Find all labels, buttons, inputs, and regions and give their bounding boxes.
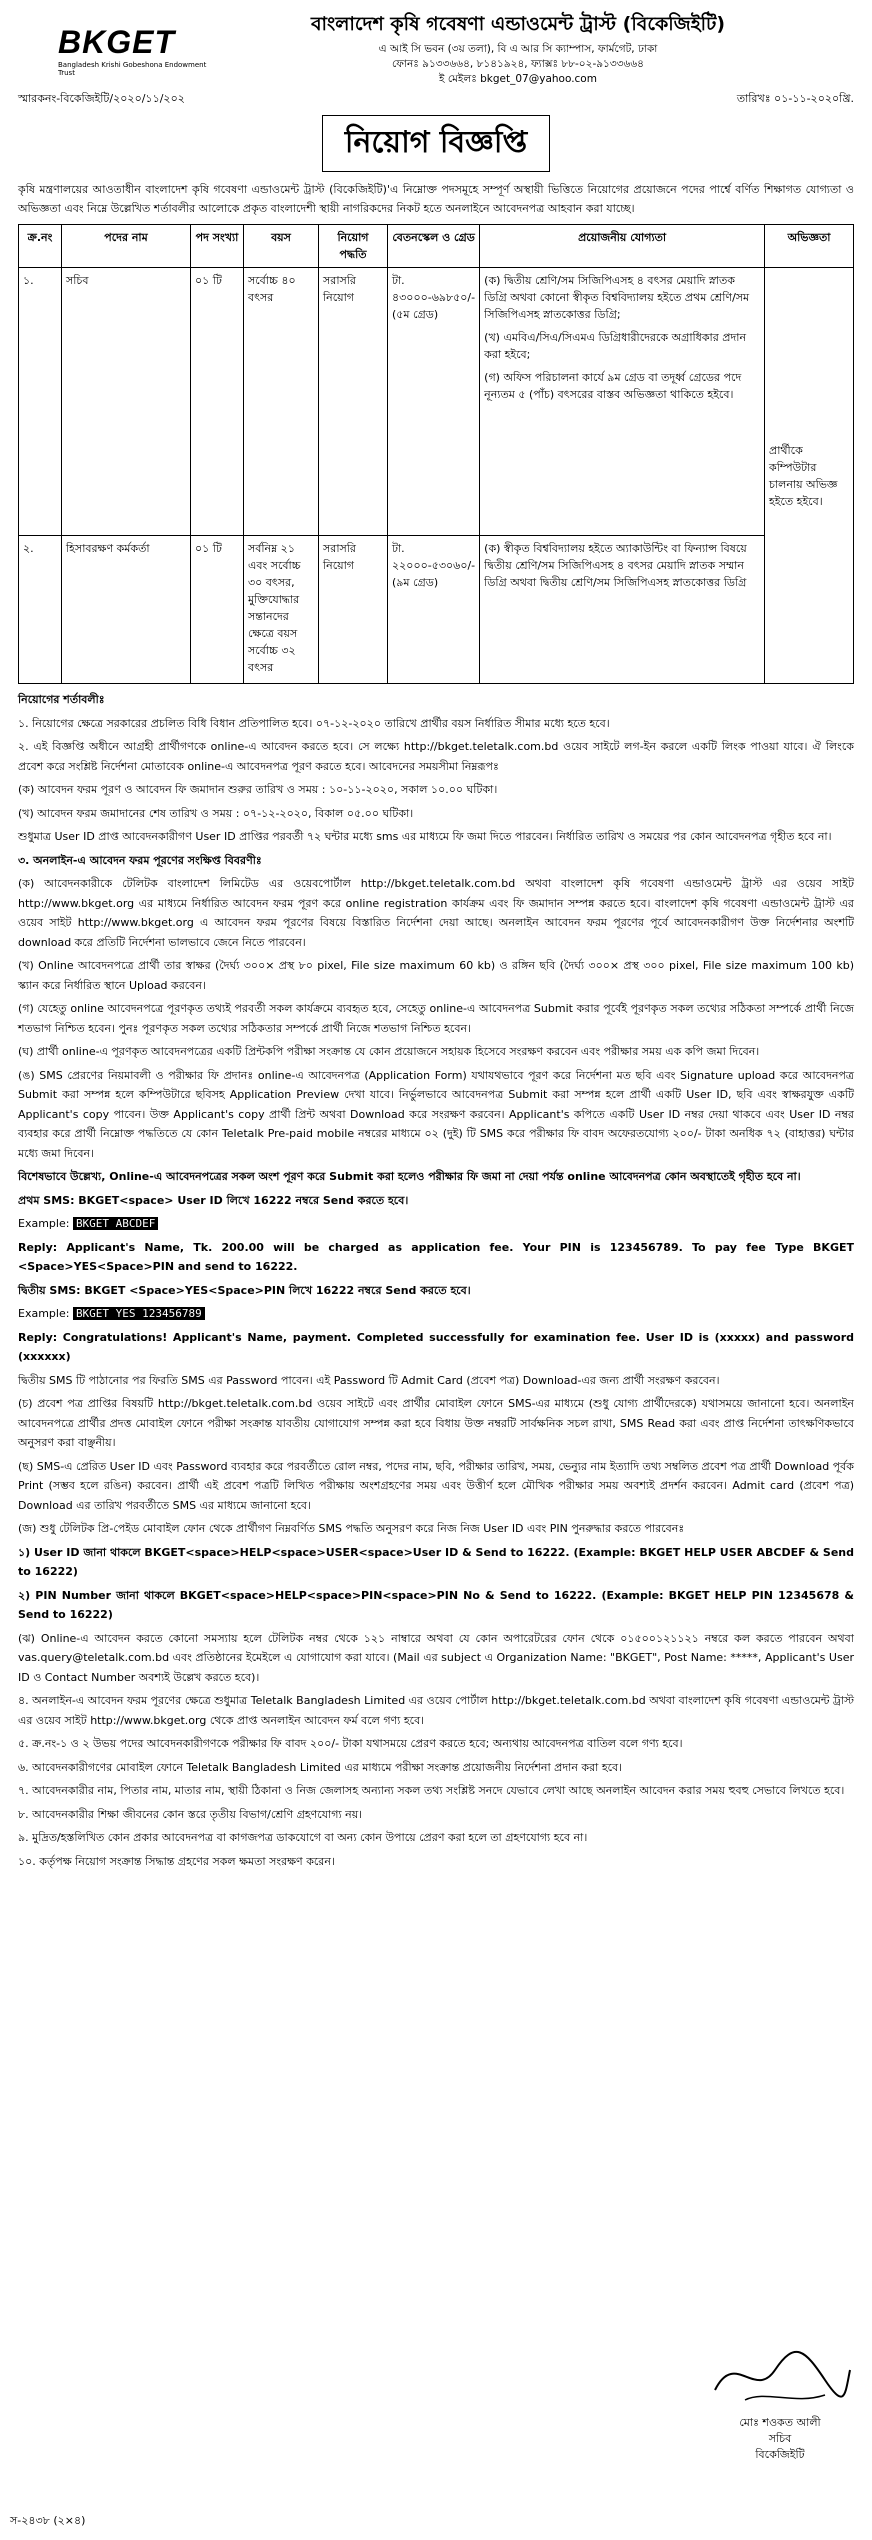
posts-table — [18, 224, 854, 684]
condition-3k: ১) User ID জানা থাকলে BKGET<space>HELP<space>USER<space>User ID & Send to 16222. (Example: BKGET HELP USER ABCDEF & Send to 16222) — [18, 1545, 854, 1578]
table-row — [19, 268, 854, 536]
condition-2c: শুধুমাত্র User ID প্রাপ্ত আবেদনকারীগণ User ID প্রাপ্তির পরবর্তী ৭২ ঘন্টার মধ্যে sms এর মাধ্যমে ফি জমা দিতে পারবেন। নির্ধারিত তারিখ ও সময়ের পর কোন আবেদনপত্র গৃহীত হবে না। — [18, 830, 832, 843]
sms-second-reply: Reply: Congratulations! Applicant's Name, payment. Completed successfully for examination fee. User ID is (xxxxx) and password (xxxxxx) — [18, 1330, 854, 1363]
condition-3h: (চ) প্রবেশ পত্র প্রাপ্তির বিষয়টি http://bkget.teletalk.com.bd ওয়েব সাইটে এবং প্রার্থীর মোবাইল ফোনে SMS-এর মাধ্যমে (শুধু যোগ্য প্রার্থীদেরকে) যথাসময়ে জানানো হবে। অনলাইন আবেদনপত্রে প্রার্থীর প্রদত্ত মোবাইল ফোনে পরীক্ষা সংক্রান্ত যাবতীয় যোগাযোগ সম্পন্ন করা হবে বিধায় উক্ত নম্বরটি সার্বক্ষনিক সচল রাখা, SMS Read করা এবং প্রাপ্ত নির্দেশনা তাৎক্ষণিকভাবে অনুসরণ করা বাঞ্ছনীয়। — [18, 1397, 854, 1449]
condition-2b: (খ) আবেদন ফরম জমাদানের শেষ তারিখ ও সময় : ০৭-১২-২০২০, বিকাল ০৫.০০ ঘটিকা। — [18, 806, 414, 820]
col-sl: ক্র.নং — [19, 225, 62, 268]
condition-3: ৩. অনলাইন-এ আবেদন ফরম পূরণের সংক্ষিপ্ত বিবরণীঃ — [18, 853, 262, 867]
org-phone: ফোনঃ ৯১৩৩৬৬৪, ৮১৪১৯২৪, ফ্যাক্সঃ ৮৮-০২-৯১৩৩৬৬৪ — [391, 58, 644, 70]
row1-qual-a: (ক) দ্বিতীয় শ্রেণি/সম সিজিপিএসহ ৪ বৎসর মেয়াদি স্নাতক ডিগ্রি অথবা কোনো স্বীকৃত বিশ্ববিদ্যালয় হইতে প্রথম শ্রেণি/সম সিজিপিএসহ স্নাতকোত্তর ডিগ্রি; — [484, 274, 750, 321]
condition-3f: বিশেষভাবে উল্লেখ্য, Online-এ আবেদনপত্রের সকল অংশ পূরণ করে Submit করা হলেও পরীক্ষার ফি জমা না দেয়া পর্যন্ত online আবেদনপত্র কোন অবস্থাতেই গৃহীত হবে না। — [18, 1170, 801, 1183]
sms-first-reply: Reply: Applicant's Name, Tk. 200.00 will be charged as application fee. Your PIN is 123456789. To pay fee Type BKGET <Space>YES<Space>PIN and send to 16222. — [18, 1240, 854, 1273]
condition-10: ১০. কর্তৃপক্ষ নিয়োগ সংক্রান্ত সিদ্ধান্ত গ্রহণের সকল ক্ষমতা সংরক্ষণ করেন। — [18, 1854, 335, 1868]
condition-3c: (গ) যেহেতু online আবেদনপত্রে পূরণকৃত তথ্যই পরবর্তী সকল কার্যক্রমে ব্যবহৃত হবে, সেহেতু online-এ আবেদনপত্র Submit করার পূর্বেই পূরণকৃত সকল তথ্যের সঠিকতা সম্পর্কে প্রার্থী নিজে শতভাগ নিশ্চিত হবেন। পুনঃ পূরণকৃত সকল তথ্যের সঠিকতার সম্পর্কে প্রার্থী নিজে শতভাগ নিশ্চিত হবেন। — [18, 1002, 854, 1035]
condition-3i: (ছ) SMS-এ প্রেরিত User ID এবং Password ব্যবহার করে পরবর্তীতে রোল নম্বর, পদের নাম, ছবি, পরীক্ষার তারিখ, সময়, ভেন্যুর নাম ইত্যাদি তথ্য সম্বলিত প্রবেশ পত্র প্রার্থী Download পূর্বক Print (সম্ভব হলে রঙিন) করবেন। প্রার্থী এই প্রবেশ পত্রটি লিখিত পরীক্ষায় অংশগ্রহণের সময় এবং উত্তীর্ণ হলে মৌখিক পরীক্ষার সময় অবশ্যই প্রদর্শন করবেন। Admit card (প্রবেশ পত্র) Download এর তারিখ পরবর্তীতে SMS এর মাধ্যমে জানানো হবে। — [18, 1459, 854, 1512]
memo-line — [18, 90, 854, 109]
sms-second: দ্বিতীয় SMS: BKGET <Space>YES<Space>PIN লিখে 16222 নম্বরে Send করতে হবে। — [18, 1283, 471, 1297]
condition-2: ২. এই বিজ্ঞপ্তি অধীনে আগ্রহী প্রার্থীগণকে online-এ আবেদন করতে হবে। সে লক্ষ্যে http://bkget.teletalk.com.bd ওয়েব সাইটে লগ-ইন করলে একটি লিংক পাওয়া যাবে। ঐ লিংকে প্রবেশ করে সংশ্লিষ্ট নির্দেশনা মোতাবেক online-এ আবেদনপত্র পূরণ করতে হবে। আবেদনের সময়সীমা নিম্নরূপঃ — [18, 740, 854, 773]
row1-age: সর্বোচ্চ ৪০ বৎসর — [244, 268, 319, 536]
sms-first-example — [18, 1214, 854, 1234]
sms-first: প্রথম SMS: BKGET<space> User ID লিখে 16222 নম্বরে Send করতে হবে। — [18, 1193, 409, 1207]
row2-count: ০১ টি — [191, 536, 244, 684]
organization-block — [218, 10, 818, 87]
condition-4: ৪. অনলাইন-এ আবেদন ফরম পূরণের ক্ষেত্রে শুধুমাত্র Teletalk Bangladesh Limited এর ওয়েব পোর্টাল http://bkget.teletalk.com.bd অথবা বাংলাদেশ কৃষি গবেষণা এন্ডাওমেন্ট ট্রাস্ট এর ওয়েব সাইট http://www.bkget.org থেকে প্রাপ্ত অনলাইন আবেদন ফর্ম বলে গণ্য হবে। — [18, 1694, 854, 1727]
signature-block — [700, 2340, 860, 2463]
header — [18, 10, 854, 84]
sms-second-example — [18, 1304, 854, 1324]
signature-image — [705, 2340, 855, 2410]
org-email: ই মেইলঃ bkget_07@yahoo.com — [439, 73, 597, 85]
memo-number: স্মারকনং-বিকেজিইটি/২০২০/১১/২০২ — [18, 92, 185, 105]
signatory-org: বিকেজিইটি — [755, 2448, 805, 2461]
col-qualification: প্রয়োজনীয় যোগ্যতা — [480, 225, 765, 268]
condition-2a: (ক) আবেদন ফরম পূরণ ও আবেদন ফি জমাদান শুরুর তারিখ ও সময় : ১০-১১-২০২০, সকাল ১০.০০ ঘটিকা। — [18, 783, 498, 796]
row1-sl: ১. — [19, 268, 62, 536]
org-address: এ আই সি ভবন (৩য় তলা), বি এ আর সি ক্যাম্পাস, ফার্মগেট, ঢাকা — [378, 43, 658, 55]
row1-name: সচিব — [62, 268, 191, 536]
row1-count: ০১ টি — [191, 268, 244, 536]
row1-qual-c: (গ) অফিস পরিচালনা কার্যে ৯ম গ্রেড বা তদূর্ধ্ব গ্রেডের পদে নূন্যতম ৫ (পাঁচ) বৎসরের বাস্তব অভিজ্ঞতা থাকিতে হইবে। — [484, 371, 742, 401]
sms-second-example-label: Example: — [18, 1307, 70, 1320]
condition-3j: (জ) শুধু টেলিটক প্রি-পেইড মোবাইল ফোন থেকে প্রার্থীগণ নিম্নবর্ণিত SMS পদ্ধতি অনুসরণ করে নিজ নিজ User ID এবং PIN পুনরুদ্ধার করতে পারবেনঃ — [18, 1522, 685, 1535]
condition-3g: দ্বিতীয় SMS টি পাঠানোর পর ফিরতি SMS এর Password পাবেন। এই Password টি Admit Card (প্রবেশ পত্র) Download-এর জন্য প্রার্থী সংরক্ষণ করবেন। — [18, 1373, 720, 1387]
sms-second-example-code: BKGET YES 123456789 — [73, 1307, 205, 1320]
title-wrap — [18, 115, 854, 172]
col-name: পদের নাম — [62, 225, 191, 268]
col-method: নিয়োগ পদ্ধতি — [319, 225, 388, 268]
row2-method: সরাসরি নিয়োগ — [319, 536, 388, 684]
experience-cell: প্রার্থীকে কম্পিউটার চালনায় অভিজ্ঞ হইতে হইবে। — [765, 268, 854, 684]
col-count: পদ সংখ্যা — [191, 225, 244, 268]
bkget-logo — [58, 24, 208, 77]
condition-3l: ২) PIN Number জানা থাকলে BKGET<space>HELP<space>PIN<space>PIN No & Send to 16222. (Example: BKGET HELP PIN 12345678 & Send to 16222) — [18, 1588, 854, 1621]
row1-qual-b: (খ) এমবিএ/সিএ/সিএমএ ডিগ্রিধারীদেরকে অগ্রাধিকার প্রদান করা হইবে; — [484, 331, 747, 361]
condition-7: ৭. আবেদনকারীর নাম, পিতার নাম, মাতার নাম, স্থায়ী ঠিকানা ও নিজ জেলাসহ অন্যান্য সকল তথ্য সংশ্লিষ্ট সনদে যেভাবে লেখা আছে অনলাইন আবেদন করার সময় হুবহু সেভাবে লিখতে হবে। — [18, 1784, 845, 1797]
condition-3a: (ক) আবেদনকারীকে টেলিটক বাংলাদেশ লিমিটেড এর ওয়েবপোর্টাল http://bkget.teletalk.com.bd অথবা বাংলাদেশ কৃষি গবেষণা এন্ডাওমেন্ট ট্রাস্ট এর ওয়েব সাইট http://www.bkget.org এর মাধ্যমে নির্ধারিত আবেদন ফরম পূরণ করে online registration কার্যক্রম এবং ফি জমাদান সম্পন্ন করতে হবে। বাংলাদেশ কৃষি গবেষণা এন্ডাওমেন্ট ট্রাস্ট এর ওয়েব সাইট http://www.bkget.org এ আবেদন ফরম পূরণের বিষয়ে বিস্তারিত নির্দেশনা দেয়া আছে। অনলাইন আবেদন ফরম পূরণের পূর্বে আবেদনকারীগণ উক্ত নির্দেশনার অংশটি download করে প্রতিটি নির্দেশনা ভালভাবে জেনে নিতে পারবেন। — [18, 877, 854, 949]
condition-3e: (ঙ) SMS প্রেরণের নিয়মাবলী ও পরীক্ষার ফি প্রদানঃ online-এ আবেদনপত্র (Application Form) যথাযথভাবে পূরণ করে নির্দেশনা মত ছবি এবং Signature upload করে আবেদনপত্র Submit করা সম্পন্ন হলে কম্পিউটারে ছবিসহ Application Preview দেখা যাবে। নির্ভুলভাবে আবেদনপত্র Submit করা সম্পন্ন হলে প্রার্থী একটি User ID, ছবি এবং স্বাক্ষরযুক্ত একটি Applicant's copy পাবেন। উক্ত Applicant's copy প্রার্থী প্রিন্ট অথবা Download করে সংরক্ষণ করবেন। Applicant's কপিতে একটি User ID নম্বর দেয়া থাকবে এবং User ID নম্বর ব্যবহার করে প্রার্থী নিম্নোক্ত পদ্ধতিতে যে কোন Teletalk Pre-paid mobile নম্বরের মাধ্যমে ০২ (দুই) টি SMS করে পরীক্ষার ফি বাবদ অফেরতযোগ্য ২০০/- টাকা অনধিক ৭২ (বাহাত্তর) ঘন্টার মধ্যে জমা দিবেন। — [18, 1068, 854, 1160]
col-experience: অভিজ্ঞতা — [765, 225, 854, 268]
table-header-row — [19, 225, 854, 268]
row2-qual-a: (ক) স্বীকৃত বিশ্ববিদ্যালয় হইতে অ্যাকাউন্টিং বা ফিন্যান্স বিষয়ে দ্বিতীয় শ্রেণি/সম সিজিপিএসহ ৪ বৎসর মেয়াদি স্নাতক সম্মান ডিগ্রি অথবা দ্বিতীয় শ্রেণি/সম সিজিপিএসহ স্নাতকোত্তর ডিগ্রি — [484, 542, 747, 589]
row2-name: হিসাবরক্ষণ কর্মকর্তা — [62, 536, 191, 684]
condition-8: ৮. আবেদনকারীর শিক্ষা জীবনের কোন স্তরে তৃতীয় বিভাগ/শ্রেণি গ্রহণযোগ্য নয়। — [18, 1807, 363, 1821]
condition-3d: (ঘ) প্রার্থী online-এ পূরণকৃত আবেদনপত্রের একটি প্রিন্টকপি পরীক্ষা সংক্রান্ত যে কোন প্রয়োজনে সহায়ক হিসেবে সংরক্ষণ করবেন এবং পরীক্ষার সময় এক কপি জমা দিবেন। — [18, 1045, 760, 1058]
logo-subtitle: Bangladesh Krishi Gobeshona Endowment Trust — [58, 61, 207, 77]
condition-1: ১. নিয়োগের ক্ষেত্রে সরকারের প্রচলিত বিধি বিধান প্রতিপালিত হবে। ০৭-১২-২০২০ তারিখে প্রার্থীর বয়স নির্ধারিত সীমার মধ্যে হতে হবে। — [18, 716, 610, 730]
condition-6: ৬. আবেদনকারীগণের মোবাইল ফোনে Teletalk Bangladesh Limited এর মাধ্যমে পরীক্ষা সংক্রান্ত প্রয়োজনীয় নির্দেশনা প্রদান করা হবে। — [18, 1760, 623, 1774]
logo-text: BKGET — [58, 24, 175, 60]
row2-sl: ২. — [19, 536, 62, 684]
condition-9: ৯. মুদ্রিত/হস্তলিখিত কোন প্রকার আবেদনপত্র বা কাগজপত্র ডাকযোগে বা অন্য কোন উপায়ে প্রেরণ করা হলে তা গ্রহণযোগ্য হবে না। — [18, 1831, 588, 1844]
row2-scale: টা. ২২০০০-৫৩০৬০/- (৯ম গ্রেড) — [388, 536, 480, 684]
row1-qualification — [480, 268, 765, 536]
condition-5: ৫. ক্র.নং-১ ও ২ উভয় পদের আবেদনকারীগণকে পরীক্ষার ফি বাবদ ২০০/- টাকা যথাসময়ে প্রেরণ করতে হবে; অন্যথায় আবেদনপত্র বাতিল বলে গণ্য হবে। — [18, 1737, 683, 1750]
page-title: নিয়োগ বিজ্ঞপ্তি — [322, 115, 550, 172]
row1-method: সরাসরি নিয়োগ — [319, 268, 388, 536]
col-scale: বেতনস্কেল ও গ্রেড — [388, 225, 480, 268]
row2-qualification — [480, 536, 765, 684]
reference-code: স-২৪৩৮ (২×৪) — [10, 2514, 86, 2527]
row2-age: সর্বনিম্ন ২১ এবং সর্বোচ্চ ৩০ বৎসর, মুক্তিযোদ্ধার সন্তানদের ক্ষেত্রে বয়স সর্বোচ্চ ৩২ বৎসর — [244, 536, 319, 684]
conditions-heading: নিয়োগের শর্তাবলীঃ — [18, 693, 105, 706]
intro-paragraph: কৃষি মন্ত্রণালয়ের আওতাধীন বাংলাদেশ কৃষি গবেষণা এন্ডাওমেন্ট ট্রাস্ট (বিকেজিইটি)'এ নিম্নোক্ত পদসমূহে সম্পূর্ণ অস্থায়ী ভিত্তিতে নিয়োগের প্রয়োজনে পদের পার্শ্বে বর্ণিত শিক্ষাগত যোগ্যতা ও অভিজ্ঞতা এবং নিম্নে উল্লেখিত শর্তাবলীর আলোকে প্রকৃত বাংলাদেশী স্থায়ী নাগরিকদের নিকট হতে অনলাইনে আবেদনপত্র আহবান করা যাচ্ছে। — [18, 183, 854, 215]
org-name: বাংলাদেশ কৃষি গবেষণা এন্ডাওমেন্ট ট্রাস্ট (বিকেজিইটি) — [310, 13, 726, 35]
notice-page — [18, 10, 854, 1875]
table-row — [19, 536, 854, 684]
row1-scale: টা. ৪৩০০০-৬৯৮৫০/- (৫ম গ্রেড) — [388, 268, 480, 536]
signatory-name: মোঃ শওকত আলী — [739, 2416, 821, 2429]
signatory-designation: সচিব — [768, 2432, 792, 2445]
condition-3b: (খ) Online আবেদনপত্রে প্রার্থী তার স্বাক্ষর (দৈর্ঘ্য ৩০০× প্রস্থ ৮০ pixel, File size maximum 60 kb) ও রঙ্গিন ছবি (দৈর্ঘ্য ৩০০× প্রস্থ ৩০০ pixel, File size maximum 100 kb) স্ক্যান করে নির্ধারিত স্থানে Upload করবেন। — [18, 959, 854, 992]
condition-3m: (ঝ) Online-এ আবেদন করতে কোনো সমস্যায় হলে টেলিটক নম্বর থেকে ১২১ নাম্বারে অথবা যে কোন অপারেটরের ফোন থেকে ০১৫০০১২১১২১ নম্বরে কল করতে পারবেন অথবা vas.query@teletalk.com.bd এবং প্রতিষ্ঠানের ইমেইলে এ যোগাযোগ করা যাবে। (Mail এর subject এ Organization Name: "BKGET", Post Name: *****, Applicant's User ID ও Contact Number অবশ্যই উল্লেখ করতে হবে)। — [18, 1631, 854, 1684]
memo-date: তারিখঃ ০১-১১-২০২০খ্রি. — [736, 92, 854, 105]
conditions-section — [18, 690, 854, 1871]
sms-first-example-label: Example: — [18, 1217, 70, 1230]
col-age: বয়স — [244, 225, 319, 268]
sms-first-example-code: BKGET ABCDEF — [73, 1217, 158, 1230]
